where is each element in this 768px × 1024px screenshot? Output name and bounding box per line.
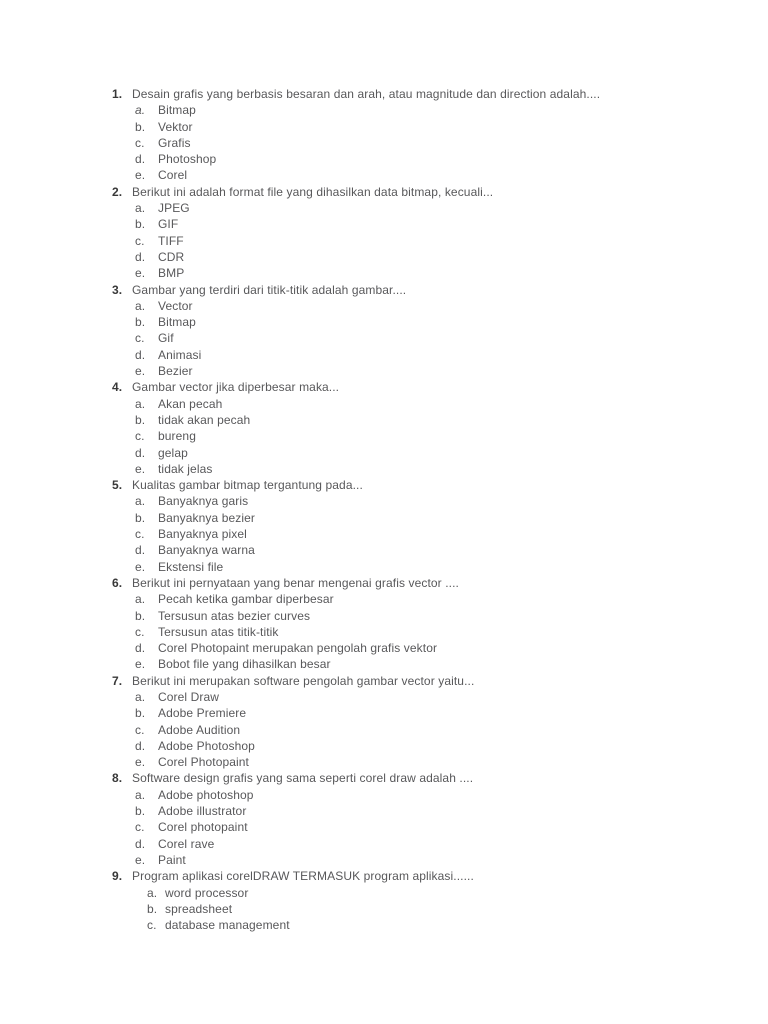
- question-block: [112, 770, 712, 868]
- option-letter: a.: [135, 494, 146, 509]
- option-letter: b.: [135, 119, 146, 134]
- option-text: BMP: [158, 266, 185, 281]
- option-text: Corel Photopaint merupakan pengolah grafis vektor: [158, 641, 438, 656]
- option-letter: e.: [135, 364, 146, 379]
- option-letter: c.: [135, 527, 145, 542]
- option-text: Pecah ketika gambar diperbesar: [158, 592, 334, 607]
- question-number: 4.: [112, 380, 123, 395]
- answer-option: [112, 396, 712, 412]
- option-letter: c.: [135, 233, 145, 248]
- option-letter: c.: [135, 722, 145, 737]
- option-letter: d.: [135, 249, 146, 264]
- option-letter: a.: [135, 787, 146, 802]
- option-text: Corel: [158, 168, 188, 183]
- option-letter: b.: [135, 217, 146, 232]
- question-list: [112, 86, 712, 933]
- question-line: [112, 184, 712, 200]
- option-text: Corel Draw: [158, 689, 220, 704]
- option-text: Bobot file yang dihasilkan besar: [158, 657, 331, 672]
- question-line: [112, 86, 712, 102]
- option-letter: d.: [135, 641, 146, 656]
- answer-option: [112, 249, 712, 265]
- answer-option: [112, 689, 712, 705]
- option-letter: e.: [135, 559, 146, 574]
- option-text: Ekstensi file: [158, 559, 224, 574]
- answer-option: [112, 298, 712, 314]
- option-letter: b.: [135, 608, 146, 623]
- option-text: Adobe Photoshop: [158, 738, 255, 753]
- option-text: Corel rave: [158, 836, 215, 851]
- option-letter: c.: [135, 135, 145, 150]
- question-number: 9.: [112, 869, 123, 884]
- question-block: [112, 477, 712, 575]
- answer-option: [112, 819, 712, 835]
- question-block: [112, 282, 712, 380]
- answer-option: [112, 314, 712, 330]
- answer-option: [112, 705, 712, 721]
- option-text: Vector: [158, 298, 193, 313]
- option-letter: a.: [135, 201, 146, 216]
- option-letter: c.: [135, 331, 145, 346]
- option-text: Tersusun atas bezier curves: [158, 608, 311, 623]
- option-letter: a.: [135, 689, 146, 704]
- question-text: Gambar vector jika diperbesar maka...: [132, 380, 340, 395]
- question-number: 6.: [112, 575, 123, 590]
- option-text: Adobe Audition: [158, 722, 241, 737]
- option-text: CDR: [158, 249, 185, 264]
- option-text: Adobe Premiere: [158, 706, 247, 721]
- option-letter: d.: [135, 445, 146, 460]
- option-text: tidak jelas: [158, 461, 213, 476]
- option-letter: b.: [135, 412, 146, 427]
- answer-option: [112, 722, 712, 738]
- answer-option: [112, 151, 712, 167]
- answer-option: [112, 836, 712, 852]
- option-text: Photoshop: [158, 152, 217, 167]
- answer-option: [112, 510, 712, 526]
- question-number: 3.: [112, 282, 123, 297]
- answer-option: [112, 200, 712, 216]
- answer-option: [112, 461, 712, 477]
- question-text: Program aplikasi corelDRAW TERMASUK program aplikasi......: [132, 869, 474, 884]
- option-letter: d.: [135, 543, 146, 558]
- option-text: Corel photopaint: [158, 820, 248, 835]
- option-text: Tersusun atas titik-titik: [158, 624, 279, 639]
- question-block: [112, 868, 712, 933]
- question-block: [112, 184, 712, 282]
- question-text: Berikut ini adalah format file yang dihasilkan data bitmap, kecuali...: [132, 184, 494, 199]
- answer-option: [112, 493, 712, 509]
- option-letter: a.: [147, 885, 158, 900]
- option-letter: e.: [135, 266, 146, 281]
- option-text: Banyaknya garis: [158, 494, 249, 509]
- answer-option: [112, 803, 712, 819]
- question-number: 2.: [112, 184, 123, 199]
- option-text: Adobe photoshop: [158, 787, 254, 802]
- option-letter: c.: [135, 429, 145, 444]
- option-letter: d.: [135, 738, 146, 753]
- answer-option: [112, 656, 712, 672]
- option-text: tidak akan pecah: [158, 412, 251, 427]
- question-text: Desain grafis yang berbasis besaran dan arah, atau magnitude dan direction adalah....: [132, 87, 601, 101]
- answer-option: [112, 102, 712, 118]
- question-line: [112, 575, 712, 591]
- option-text: Vektor: [158, 119, 193, 134]
- option-text: word processor: [165, 885, 249, 900]
- answer-option: [112, 445, 712, 461]
- answer-option: [112, 347, 712, 363]
- question-line: [112, 868, 712, 884]
- option-text: Bitmap: [158, 315, 196, 330]
- option-letter: a.: [135, 396, 146, 411]
- question-number: 8.: [112, 771, 123, 786]
- answer-option: [112, 738, 712, 754]
- option-text: Grafis: [158, 135, 191, 150]
- option-letter: c.: [135, 624, 145, 639]
- option-text: Banyaknya bezier: [158, 510, 255, 525]
- question-text: Berikut ini merupakan software pengolah gambar vector yaitu...: [132, 673, 475, 688]
- answer-option: [112, 412, 712, 428]
- option-text: Corel Photopaint: [158, 755, 249, 770]
- answer-option: [112, 265, 712, 281]
- question-line: [112, 282, 712, 298]
- option-letter: e.: [135, 461, 146, 476]
- answer-option: [112, 167, 712, 183]
- option-letter: b.: [135, 804, 146, 819]
- answer-option: [112, 216, 712, 232]
- answer-option: [112, 591, 712, 607]
- option-text: Adobe illustrator: [158, 804, 247, 819]
- option-text: Akan pecah: [158, 396, 223, 411]
- answer-option: [112, 330, 712, 346]
- option-text: Gif: [158, 331, 174, 346]
- answer-option: [112, 787, 712, 803]
- option-text: database management: [165, 918, 290, 933]
- option-letter: e.: [135, 657, 146, 672]
- option-text: Banyaknya warna: [158, 543, 255, 558]
- question-text: Software design grafis yang sama seperti corel draw adalah ....: [132, 771, 474, 786]
- option-letter: b.: [135, 706, 146, 721]
- question-block: [112, 673, 712, 771]
- option-text: spreadsheet: [165, 901, 233, 916]
- question-line: [112, 477, 712, 493]
- answer-option: [112, 526, 712, 542]
- answer-option: [112, 428, 712, 444]
- answer-option: [112, 624, 712, 640]
- question-block: [112, 379, 712, 477]
- option-letter: a.: [135, 103, 146, 118]
- option-letter: b.: [135, 510, 146, 525]
- question-number: 7.: [112, 673, 123, 688]
- answer-option: [112, 119, 712, 135]
- question-line: [112, 770, 712, 786]
- answer-option: [112, 754, 712, 770]
- option-text: GIF: [158, 217, 179, 232]
- answer-option: [112, 363, 712, 379]
- option-letter: c.: [147, 918, 157, 933]
- option-letter: d.: [135, 347, 146, 362]
- question-block: [112, 575, 712, 673]
- answer-option: [112, 885, 712, 901]
- answer-option: [112, 542, 712, 558]
- option-letter: e.: [135, 852, 146, 867]
- option-text: Paint: [158, 852, 186, 867]
- option-letter: b.: [135, 315, 146, 330]
- answer-option: [112, 559, 712, 575]
- answer-option: [112, 917, 712, 933]
- question-text: Berikut ini pernyataan yang benar mengenai grafis vector ....: [132, 575, 459, 590]
- question-block: [112, 86, 712, 184]
- option-letter: d.: [135, 836, 146, 851]
- answer-option: [112, 901, 712, 917]
- question-line: [112, 673, 712, 689]
- option-letter: e.: [135, 168, 146, 183]
- question-text: Gambar yang terdiri dari titik-titik adalah gambar....: [132, 282, 407, 297]
- option-text: bureng: [158, 429, 196, 444]
- answer-option: [112, 852, 712, 868]
- answer-option: [112, 608, 712, 624]
- question-line: [112, 379, 712, 395]
- option-letter: e.: [135, 755, 146, 770]
- option-text: Bezier: [158, 364, 193, 379]
- answer-option: [112, 135, 712, 151]
- option-letter: a.: [135, 592, 146, 607]
- option-letter: d.: [135, 152, 146, 167]
- option-text: TIFF: [158, 233, 184, 248]
- question-number: 1.: [112, 87, 123, 101]
- option-letter: b.: [147, 901, 158, 916]
- option-text: Banyaknya pixel: [158, 527, 247, 542]
- answer-option: [112, 233, 712, 249]
- question-text: Kualitas gambar bitmap tergantung pada...: [132, 478, 363, 493]
- question-number: 5.: [112, 478, 123, 493]
- option-letter: c.: [135, 820, 145, 835]
- option-text: Animasi: [158, 347, 202, 362]
- answer-option: [112, 640, 712, 656]
- option-text: JPEG: [158, 201, 190, 216]
- option-text: gelap: [158, 445, 188, 460]
- option-letter: a.: [135, 298, 146, 313]
- option-text: Bitmap: [158, 103, 196, 118]
